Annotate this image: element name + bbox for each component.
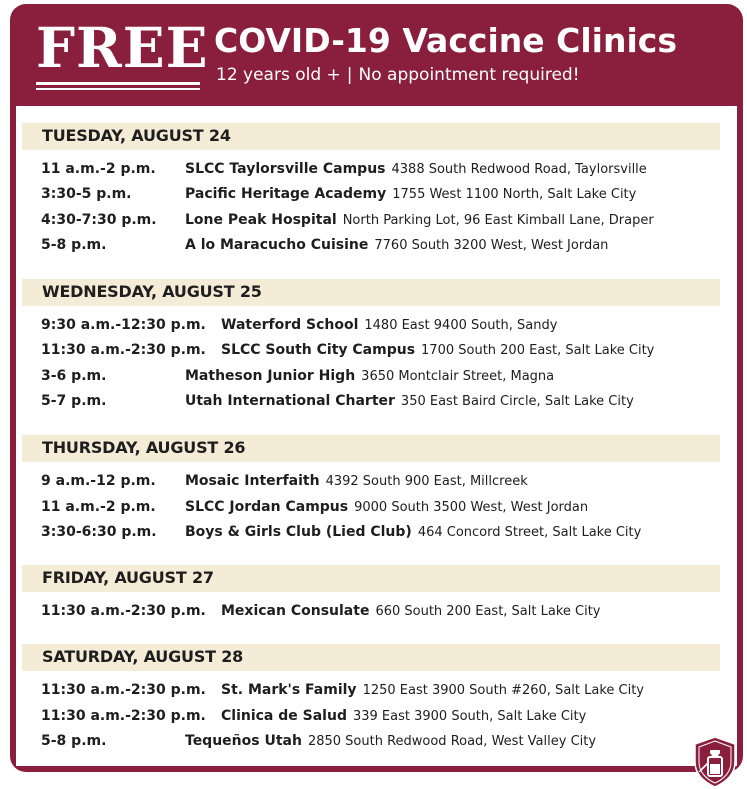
day-header-wednesday [22, 279, 720, 306]
clinic-venue: SLCC Taylorsville Campus [185, 161, 386, 177]
clinic-time: 11:30 a.m.-2:30 p.m. [41, 708, 206, 724]
clinic-address: 1755 West 1100 North, Salt Lake City [392, 187, 637, 202]
free-underline-thin [36, 88, 200, 90]
clinic-venue: St. Mark's Family [221, 682, 357, 698]
clinic-address: 1480 East 9400 South, Sandy [364, 318, 558, 333]
day-label: WEDNESDAY, AUGUST 25 [42, 282, 262, 301]
day-header-tuesday [22, 123, 720, 150]
clinic-venue: Waterford School [221, 317, 359, 333]
day-header-saturday [22, 644, 720, 671]
appointment-note: No appointment required! [358, 65, 580, 85]
day-label: SATURDAY, AUGUST 28 [42, 647, 244, 666]
subtitle-separator: | [346, 65, 353, 85]
free-heading: FREE [36, 15, 209, 80]
flyer-header [10, 4, 743, 104]
clinic-venue: Mosaic Interfaith [185, 473, 320, 489]
clinic-venue: Mexican Consulate [221, 603, 370, 619]
day-label: TUESDAY, AUGUST 24 [42, 126, 231, 145]
clinic-time: 11:30 a.m.-2:30 p.m. [41, 342, 206, 358]
clinic-time: 3:30-6:30 p.m. [41, 524, 157, 540]
clinic-time: 5-8 p.m. [41, 237, 107, 253]
clinic-venue: SLCC Jordan Campus [185, 499, 349, 515]
clinic-address: 4388 South Redwood Road, Taylorsville [391, 162, 647, 177]
flyer-frame [10, 4, 743, 772]
clinic-time: 5-8 p.m. [41, 733, 107, 749]
clinic-time: 11:30 a.m.-2:30 p.m. [41, 682, 206, 698]
clinic-venue: Lone Peak Hospital [185, 212, 337, 228]
clinic-time: 9 a.m.-12 p.m. [41, 473, 156, 489]
schedule-panel [16, 106, 737, 766]
clinic-time: 5-7 p.m. [41, 393, 107, 409]
clinic-venue: Pacific Heritage Academy [185, 186, 387, 202]
clinic-address: 464 Concord Street, Salt Lake City [417, 525, 642, 540]
free-underline [36, 82, 200, 85]
day-label: FRIDAY, AUGUST 27 [42, 568, 214, 587]
clinic-address: 1250 East 3900 South #260, Salt Lake City [362, 683, 645, 698]
age-requirement: 12 years old + [216, 65, 341, 85]
clinic-time: 9:30 a.m.-12:30 p.m. [41, 317, 206, 333]
clinic-time: 11 a.m.-2 p.m. [41, 499, 156, 515]
clinic-time: 11:30 a.m.-2:30 p.m. [41, 603, 206, 619]
day-label: THURSDAY, AUGUST 26 [42, 438, 246, 457]
clinic-address: North Parking Lot, 96 East Kimball Lane, Draper [342, 213, 654, 228]
clinic-time: 11 a.m.-2 p.m. [41, 161, 156, 177]
clinic-address: 2850 South Redwood Road, West Valley City [307, 734, 597, 749]
clinic-venue: Utah International Charter [185, 393, 395, 409]
clinic-time: 3-6 p.m. [41, 368, 107, 384]
day-header-thursday [22, 435, 720, 462]
clinic-venue: Clinica de Salud [221, 708, 347, 724]
flyer-subtitle [216, 64, 580, 86]
clinic-venue: Matheson Junior High [185, 368, 356, 384]
clinic-address: 7760 South 3200 West, West Jordan [374, 238, 609, 253]
clinic-time: 3:30-5 p.m. [41, 186, 132, 202]
clinic-venue: SLCC South City Campus [221, 342, 416, 358]
clinic-address: 350 East Baird Circle, Salt Lake City [400, 394, 634, 409]
clinic-address: 9000 South 3500 West, West Jordan [354, 500, 589, 515]
flyer-title: COVID-19 Vaccine Clinics [214, 21, 677, 60]
day-header-friday [22, 565, 720, 592]
clinic-address: 339 East 3900 South, Salt Lake City [352, 709, 587, 724]
clinic-venue: Boys & Girls Club (Lied Club) [185, 524, 412, 540]
clinic-venue: Tequeños Utah [185, 733, 302, 749]
clinic-time: 4:30-7:30 p.m. [41, 212, 157, 228]
clinic-address: 3650 Montclair Street, Magna [361, 369, 555, 384]
vaccine-vial-shield-icon [693, 736, 737, 788]
clinic-venue: A lo Maracucho Cuisine [185, 237, 369, 253]
clinic-address: 4392 South 900 East, Millcreek [325, 474, 528, 489]
clinic-address: 1700 South 200 East, Salt Lake City [421, 343, 655, 358]
clinic-address: 660 South 200 East, Salt Lake City [375, 604, 601, 619]
